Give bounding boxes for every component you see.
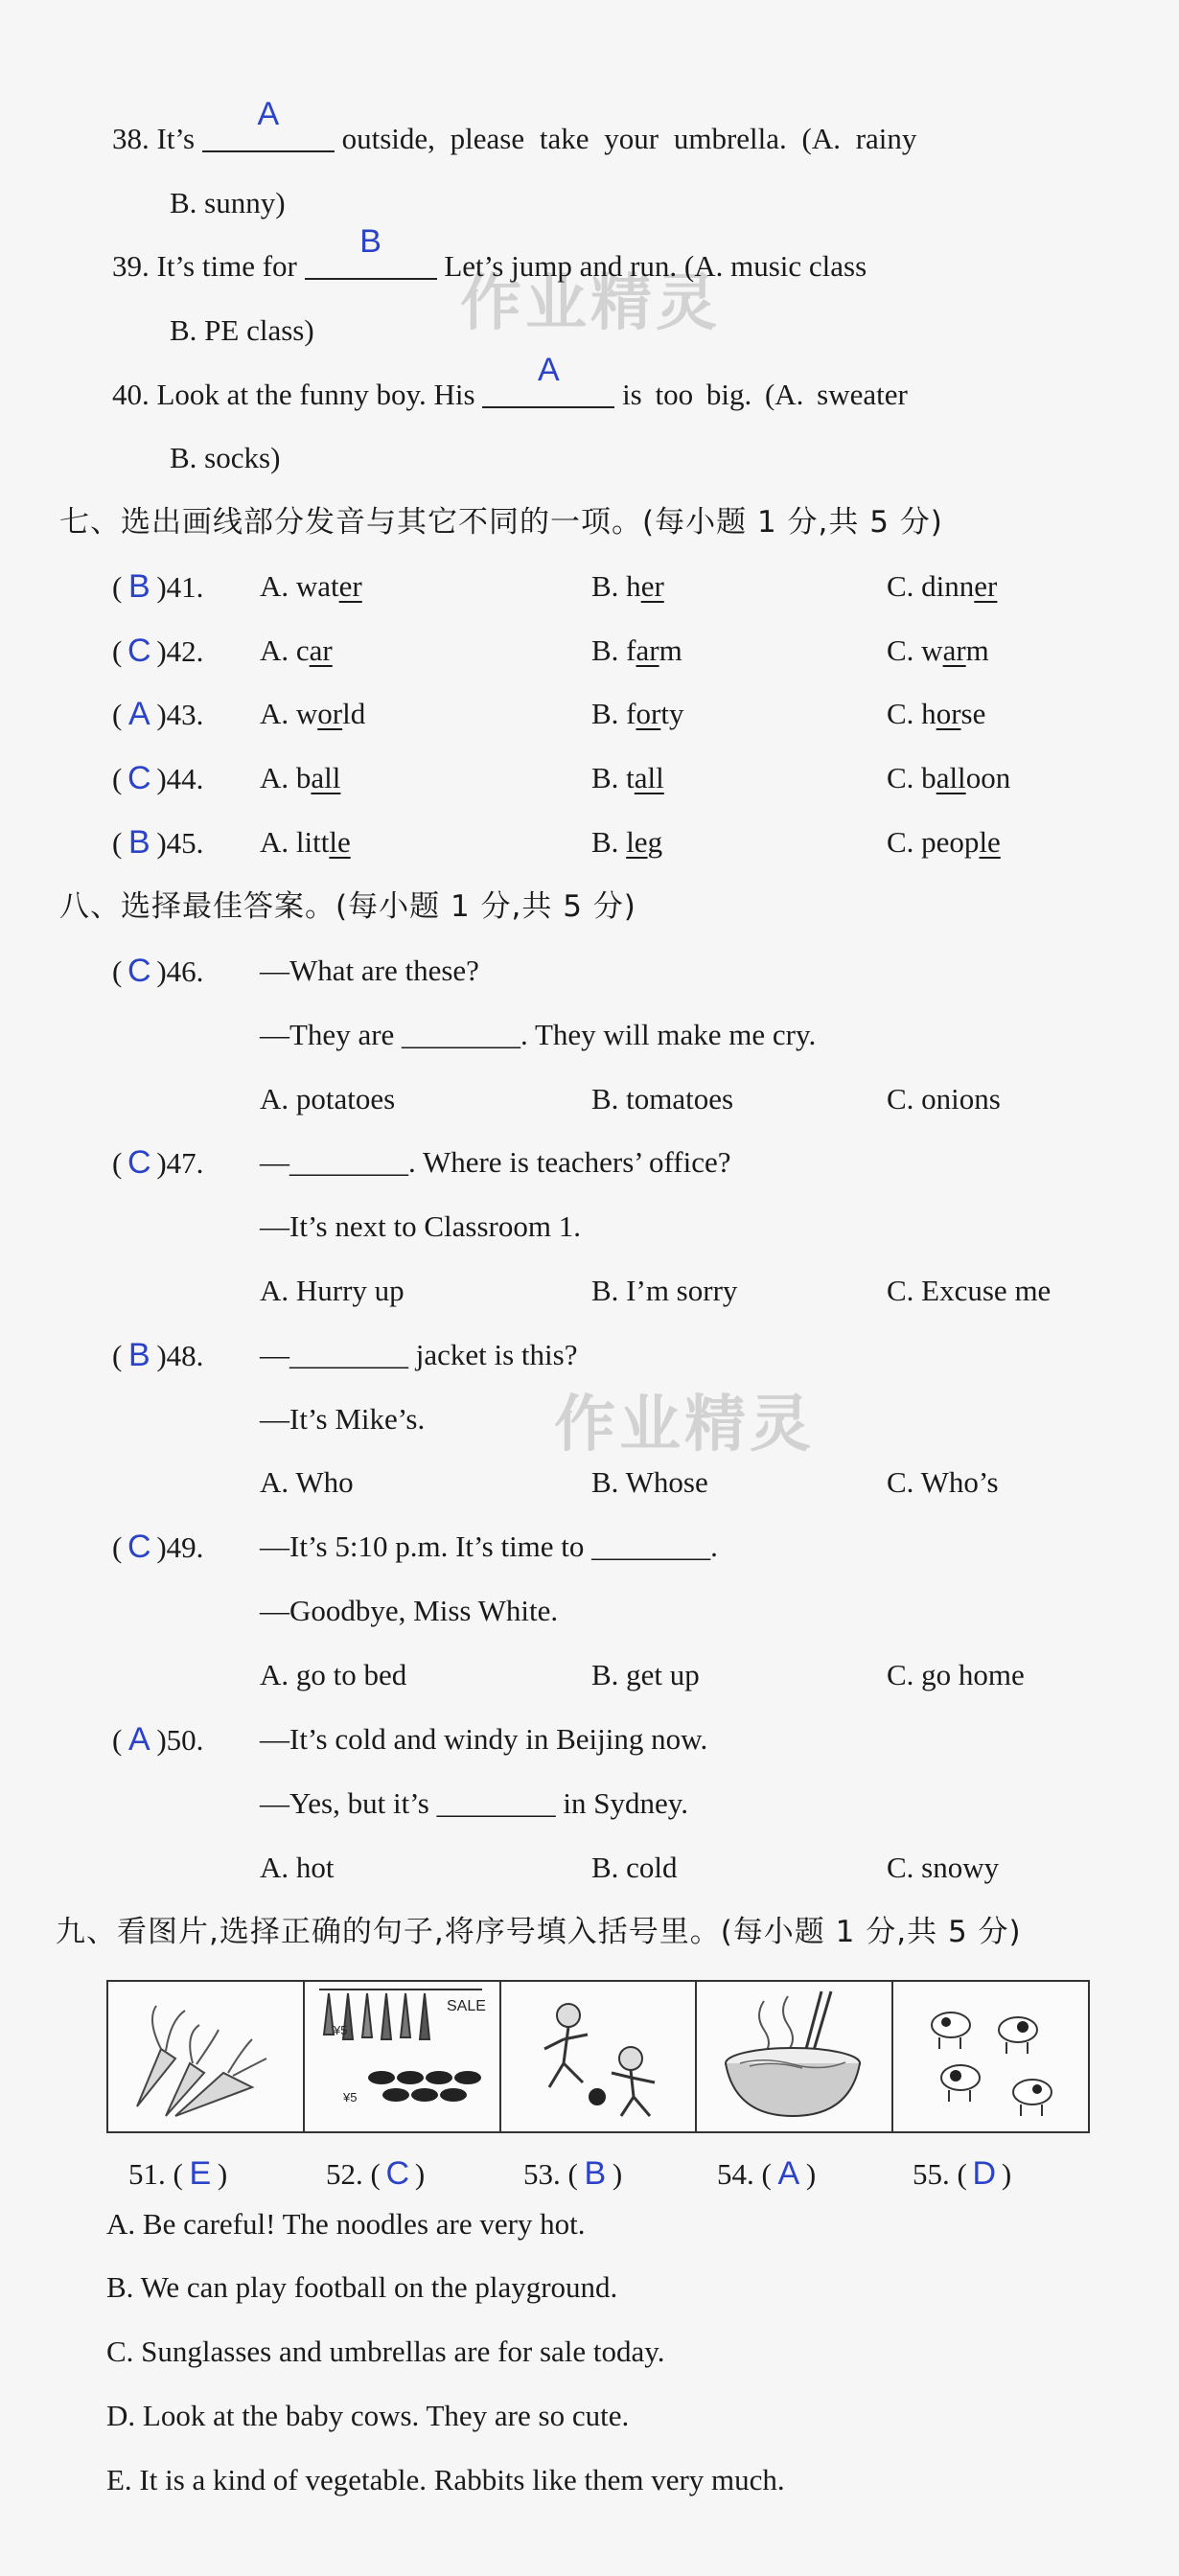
section-7-title: 七、选出画线部分发音与其它不同的一项。(每小题 1 分,共 5 分): [59, 505, 943, 540]
sentence-d: D. Look at the baby cows. They are so cute.: [106, 2399, 630, 2432]
response-text: —They are ________. They will make me cry.: [260, 1018, 817, 1051]
football-players-icon: [501, 1982, 693, 2128]
answer-mark[interactable]: A: [777, 2155, 800, 2192]
question-text: outside, please take your umbrella. (A. rainy: [341, 122, 917, 155]
carrots-icon: [108, 1982, 300, 2128]
section-8-title: 八、选择最佳答案。(每小题 1 分,共 5 分): [59, 889, 636, 924]
question-number: 45.: [166, 826, 204, 860]
picture-sale: [305, 1982, 501, 2131]
answer-mark[interactable]: C: [385, 2155, 410, 2192]
option-c: C. onions: [887, 1082, 1001, 1116]
question-49: ( C )49.: [112, 1529, 204, 1565]
option-b: B. leg: [591, 825, 663, 859]
option-a: A. world: [260, 697, 366, 730]
answer-mark[interactable]: C: [127, 1144, 151, 1181]
question-number: 52.: [326, 2157, 363, 2191]
question-48: ( B )48.: [112, 1337, 204, 1373]
answer-mark[interactable]: C: [127, 1529, 151, 1565]
question-text: It’s: [156, 122, 196, 155]
option-b: B. her: [591, 569, 664, 603]
option-c: C. go home: [887, 1658, 1025, 1691]
picture-answer-55: 55. ( D ): [913, 2155, 1012, 2192]
answer-mark[interactable]: B: [127, 568, 150, 605]
option-c: C. snowy: [887, 1851, 1000, 1884]
question-text: —________ jacket is this?: [260, 1338, 578, 1371]
option-c: C. people: [887, 825, 1001, 859]
option-b: B. tall: [591, 761, 664, 794]
question-38-options: B. sunny): [170, 186, 286, 219]
sentence-c: C. Sunglasses and umbrellas are for sale today.: [106, 2334, 665, 2368]
question-42: ( C )42.: [112, 632, 204, 669]
option-a: A. Hurry up: [260, 1274, 405, 1307]
option-a: A. ball: [260, 761, 341, 794]
answer-mark: A: [257, 96, 280, 132]
question-number: 40.: [112, 378, 150, 411]
question-40: [112, 352, 908, 414]
option-a: A. go to bed: [260, 1658, 407, 1691]
option-b: B. farm: [591, 633, 682, 667]
answer-mark[interactable]: B: [127, 824, 150, 861]
question-38: [112, 96, 917, 158]
watermark: 作业精灵: [460, 268, 721, 339]
answer-mark[interactable]: C: [127, 632, 151, 669]
answer-mark[interactable]: D: [972, 2155, 997, 2192]
question-text: is too big. (A. sweater: [622, 378, 908, 411]
answer-mark[interactable]: A: [127, 1721, 150, 1758]
answer-blank[interactable]: [202, 96, 335, 152]
question-number: 53.: [523, 2157, 561, 2191]
cows-icon: [893, 1982, 1085, 2128]
answer-blank[interactable]: [305, 223, 437, 280]
question-text: —What are these?: [260, 954, 479, 987]
option-c: C. dinner: [887, 569, 998, 603]
question-41: ( B )41.: [112, 568, 204, 605]
option-a: A. hot: [260, 1851, 335, 1884]
question-text: It’s time for: [156, 249, 297, 283]
response-text: —It’s next to Classroom 1.: [260, 1209, 581, 1243]
price-tag: ¥5: [342, 2090, 358, 2104]
answer-mark[interactable]: B: [127, 1337, 150, 1373]
question-text: —It’s 5:10 p.m. It’s time to ________.: [260, 1530, 718, 1563]
picture-football: [501, 1982, 698, 2131]
question-number: 39.: [112, 249, 150, 283]
question-43: ( A )43.: [112, 696, 204, 732]
option-c: C. balloon: [887, 761, 1011, 794]
picture-answer-52: 52. ( C ): [326, 2155, 426, 2192]
question-number: 50.: [166, 1723, 204, 1757]
question-text: —It’s cold and windy in Beijing now.: [260, 1722, 708, 1756]
option-a: A. car: [260, 633, 333, 667]
question-text: Let’s jump and run. (A. music class: [444, 249, 867, 283]
price-tag: ¥5: [333, 2023, 348, 2037]
sentence-b: B. We can play football on the playground.: [106, 2270, 618, 2304]
answer-mark: B: [359, 223, 381, 260]
question-45: ( B )45.: [112, 824, 204, 861]
option-a: A. little: [260, 825, 351, 859]
question-text: Look at the funny boy. His: [156, 378, 475, 411]
response-text: —Yes, but it’s ________ in Sydney.: [260, 1786, 688, 1820]
question-number: 41.: [166, 570, 204, 604]
answer-mark[interactable]: E: [189, 2155, 212, 2192]
option-b: B. I’m sorry: [591, 1274, 738, 1307]
question-number: 55.: [913, 2157, 950, 2191]
picture-answer-53: 53. ( B ): [523, 2155, 623, 2192]
question-46: ( C )46.: [112, 953, 204, 989]
question-number: 44.: [166, 762, 204, 795]
noodle-bowl-icon: [697, 1982, 889, 2128]
picture-strip: [106, 1980, 1090, 2133]
answer-blank[interactable]: [482, 352, 614, 408]
answer-mark: A: [537, 352, 560, 388]
option-c: C. warm: [887, 633, 989, 667]
response-text: —Goodbye, Miss White.: [260, 1594, 559, 1627]
picture-cows: [893, 1982, 1088, 2131]
question-number: 47.: [166, 1146, 204, 1180]
question-number: 48.: [166, 1339, 204, 1372]
option-c: C. Excuse me: [887, 1274, 1052, 1307]
answer-mark[interactable]: B: [584, 2155, 607, 2192]
question-number: 46.: [166, 954, 204, 988]
question-44: ( C )44.: [112, 760, 204, 796]
question-number: 54.: [717, 2157, 754, 2191]
sentence-e: E. It is a kind of vegetable. Rabbits like them very much.: [106, 2463, 785, 2496]
answer-mark[interactable]: C: [127, 760, 151, 796]
question-number: 38.: [112, 122, 150, 155]
option-b: B. cold: [591, 1851, 678, 1884]
question-40-options: B. socks): [170, 441, 281, 474]
sale-stand-icon: [305, 1982, 497, 2128]
option-a: A. Who: [260, 1465, 354, 1499]
question-50: ( A )50.: [112, 1721, 204, 1758]
option-b: B. forty: [591, 697, 684, 730]
option-a: A. potatoes: [260, 1082, 396, 1116]
question-number: 51.: [128, 2157, 166, 2191]
picture-answer-51: 51. ( E ): [128, 2155, 228, 2192]
sentence-a: A. Be careful! The noodles are very hot.: [106, 2207, 586, 2241]
answer-mark[interactable]: C: [127, 953, 151, 989]
sale-label: SALE: [446, 1998, 486, 2014]
question-47: ( C )47.: [112, 1144, 204, 1181]
question-number: 43.: [166, 698, 204, 731]
answer-mark[interactable]: A: [127, 696, 150, 732]
picture-answer-54: 54. ( A ): [717, 2155, 817, 2192]
question-39-options: B. PE class): [170, 313, 314, 347]
option-c: C. horse: [887, 697, 986, 730]
question-number: 49.: [166, 1530, 204, 1564]
picture-noodles: [697, 1982, 893, 2131]
response-text: —It’s Mike’s.: [260, 1402, 426, 1436]
picture-carrots: [108, 1982, 305, 2131]
question-number: 42.: [166, 634, 204, 668]
watermark: 作业精灵: [554, 1390, 815, 1460]
option-b: B. tomatoes: [591, 1082, 734, 1116]
option-a: A. water: [260, 569, 362, 603]
option-c: C. Who’s: [887, 1465, 999, 1499]
question-text: —________. Where is teachers’ office?: [260, 1145, 731, 1179]
option-b: B. Whose: [591, 1465, 708, 1499]
section-9-title: 九、看图片,选择正确的句子,将序号填入括号里。(每小题 1 分,共 5 分): [56, 1915, 1022, 1949]
option-b: B. get up: [591, 1658, 700, 1691]
question-39: [112, 223, 867, 286]
